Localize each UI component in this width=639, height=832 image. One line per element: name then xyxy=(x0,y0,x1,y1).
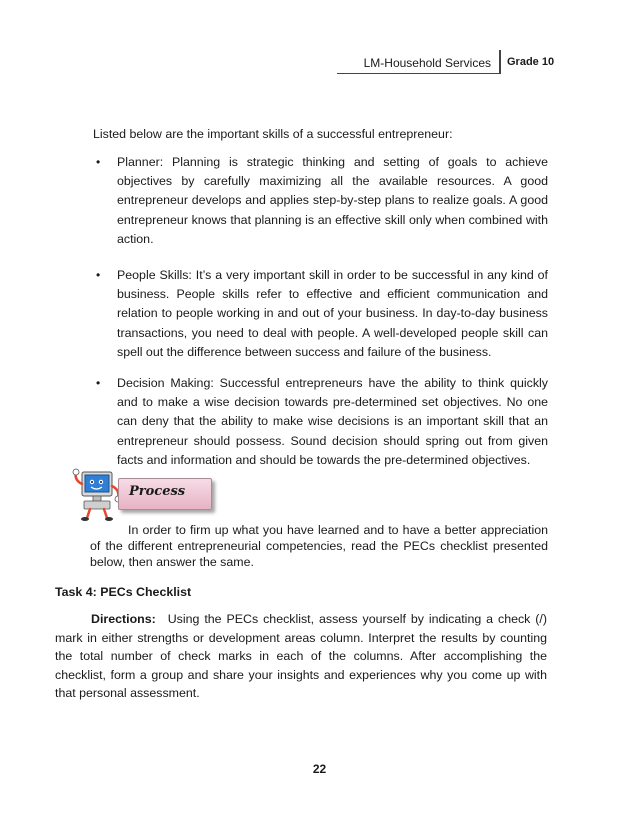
process-paragraph xyxy=(90,522,548,570)
page-number: 22 xyxy=(312,762,327,776)
skills-list xyxy=(94,153,548,470)
task-title: Task 4: PECs Checklist xyxy=(55,585,192,599)
directions-text: Using the PECs checklist, assess yourself by indicating a check (/) mark in either strengths or development areas column. Interpret the results by counting the total number of check marks in each of the columns. After accomplishing the checklist, form a group and share your insights and experiences why you come up with that personal assessment. xyxy=(55,612,547,700)
list-item xyxy=(94,374,548,470)
process-banner xyxy=(70,466,210,522)
header-grade: Grade 10 xyxy=(499,50,559,74)
header-title: LM-Household Services xyxy=(337,50,499,74)
page-header xyxy=(337,50,559,74)
bullet-icon: • xyxy=(96,155,101,169)
skill-text: People Skills: It’s a very important skill in order to be successful in any kind of business. People skills refer to effective and efficient communication and relation to people working in and out of your business. In day-to-day business transactions, you need to deal with people. A well-developed people skill can spell out the difference between success and failure of the business. xyxy=(117,268,548,359)
skill-text: Decision Making: Successful entrepreneurs have the ability to think quickly and to make a wise decision towards pre-determined set objectives. No one can deny that the ability to make wise decisions is an important skill that an entrepreneur should possess. Sound decision should spring out from given facts and information and should be towards the pre-determined objectives. xyxy=(117,376,548,467)
list-item xyxy=(94,266,548,362)
directions-paragraph xyxy=(55,610,547,703)
process-label: Process xyxy=(129,484,186,499)
skill-text: Planner: Planning is strategic thinking and setting of goals to achieve objectives by carefully maximizing all the available resources. A good entrepreneur develops and applies step-by-step plans to realize goals. A good entrepreneur knows that planning is an effective skill only when combined with action. xyxy=(117,155,548,246)
intro-text: Listed below are the important skills of a successful entrepreneur: xyxy=(93,127,453,141)
directions-label: Directions: xyxy=(91,612,156,626)
bullet-icon: • xyxy=(96,376,101,391)
process-label-box xyxy=(118,478,212,510)
list-item xyxy=(94,153,548,249)
bullet-icon: • xyxy=(96,268,101,283)
process-text: In order to firm up what you have learned and to have a better appreciation of the different entrepreneurial competencies, read the PECs checklist presented below, then answer the same. xyxy=(90,523,548,569)
